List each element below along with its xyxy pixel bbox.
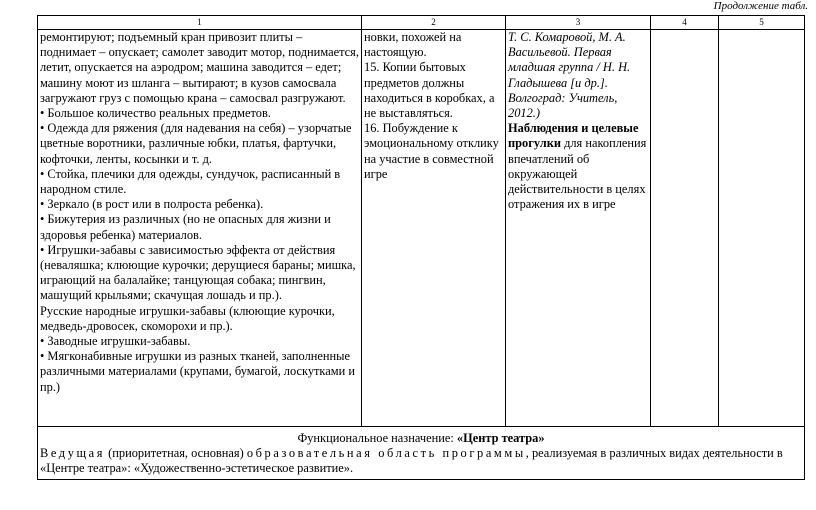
observation-title: Наблюдения и целевые прогулки	[508, 121, 639, 151]
area-rest: , реализуемая в различных видах деятельности в «Центре театра»: «Художественно-эстетическое развитие».	[40, 446, 783, 476]
empty-cell	[719, 30, 805, 427]
list-item: • Зеркало (в рост или в полроста ребенка).	[40, 197, 264, 212]
requirements-cell	[362, 30, 506, 427]
list-item: цветные воротники, различные юбки, платья, фартучки, кофточки, ленты, косынки и т. д.	[40, 136, 337, 166]
function-line	[40, 431, 802, 446]
lead-paren: (приоритетная, основная)	[105, 446, 247, 461]
list-item: • Мягконабивные игрушки из разных тканей, заполненные различными материалами (крупами, бумагой, лоскутками и пр.)	[40, 349, 355, 394]
materials-cell	[38, 30, 362, 427]
list-item: 16. Побуждение к эмоциональному отклику на участие в совместной игре	[364, 121, 499, 181]
list-item: Русские народные игрушки-забавы (клюющие курочки, медведь-дровосек, скоморохи и пр.).	[40, 303, 335, 333]
list-item: ремонтируют; подъемный кран привозит плиты – поднимает – опускает; самолет заводит мотор, поднимается, летит, опускается на аэродром; машина заводится – едет; машину моют из шланга – вытирают; в кузов самосвала загружают груз с помощью крана – самосвал разгружают.	[40, 30, 359, 105]
footer-row	[38, 427, 805, 480]
list-item: новки, похожей на настоящую.	[364, 30, 462, 60]
column-number: 4	[651, 16, 719, 30]
list-item: • Бижутерия из различных (но не опасных для жизни и здоровья ребенка) материалов.	[40, 212, 331, 242]
continuation-label: Продолжение табл.	[713, 0, 808, 12]
function-label: Функциональное назначение:	[297, 431, 457, 445]
source-reference: Т. С. Комаровой, М. А. Васильевой. Первая младшая группа / Н. Н. Гладышева [и др.]. Волгоград: Учитель, 2012.)	[508, 30, 631, 121]
footer-cell	[38, 427, 805, 480]
lead-word: Ведущая	[40, 446, 106, 461]
list-item: • Стойка, плечики для одежды, сундучок, расписанный в народном стиле.	[40, 166, 341, 197]
empty-cell	[651, 30, 719, 427]
list-item: • Одежда для ряжения (для надевания на себя) – узорчатые	[40, 121, 352, 136]
list-item: 15. Копии бытовых предметов должны находиться в коробках, а не выставляться.	[364, 60, 495, 121]
list-item: • Заводные игрушки-забавы.	[40, 334, 191, 349]
column-number: 1	[38, 16, 362, 30]
column-number: 2	[362, 16, 506, 30]
list-item: • Большое количество реальных предметов.	[40, 106, 271, 121]
area-line	[40, 446, 802, 476]
literature-cell	[506, 30, 651, 427]
column-number-row	[38, 16, 805, 30]
content-table	[37, 15, 805, 480]
list-item: • Игрушки-забавы с зависимостью эффекта от действия (неваляшка; клюющие курочки; дерущиеся бараны; мишка, играющий на балалайке; танцующая собака; пингвин, машущий крыльями; скачущая лошадь и пр.).	[40, 242, 356, 303]
column-number: 3	[506, 16, 651, 30]
observation-note	[508, 121, 648, 212]
observation-text: для накопления впечатлений об окружающей действительности в целях отражения их в игре	[508, 136, 647, 212]
table-row	[38, 30, 805, 427]
area-words: образовательная область программы	[246, 446, 526, 461]
column-number: 5	[719, 16, 805, 30]
function-value: «Центр театра»	[456, 431, 545, 445]
